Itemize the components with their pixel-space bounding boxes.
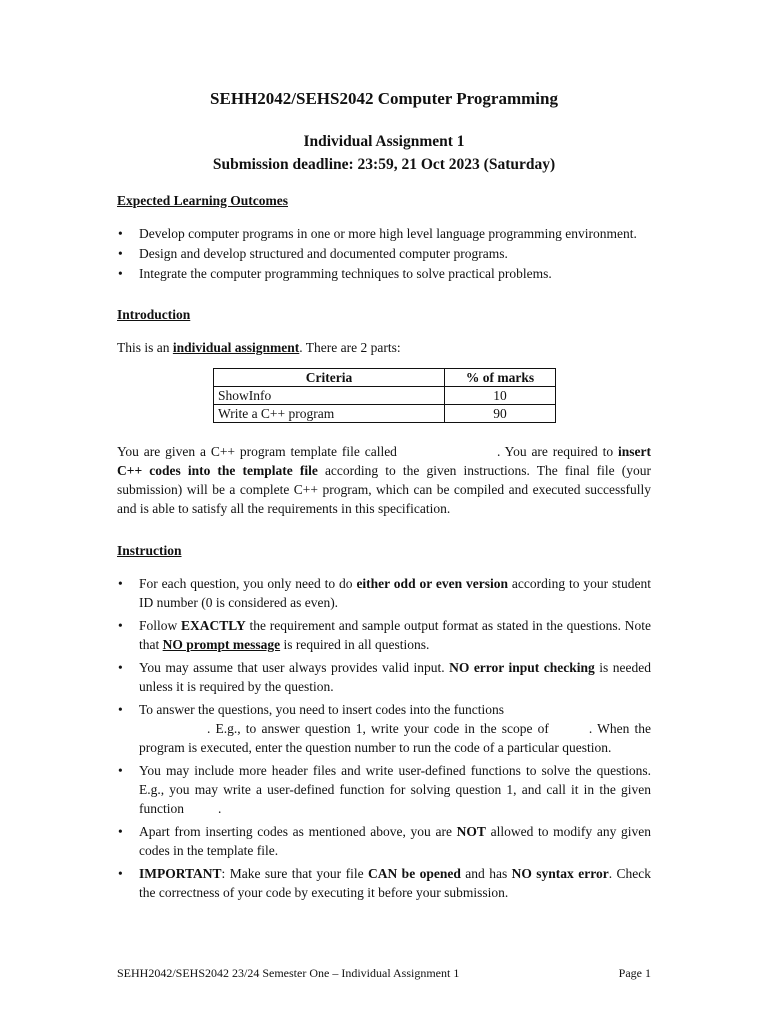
list-item: • Develop computer programs in one or more high level language programming environment. [117, 224, 651, 243]
submission-deadline: Submission deadline: 23:59, 21 Oct 2023 (Saturday) [212, 156, 556, 173]
document-title: SEHH2042/SEHS2042 Computer Programming [210, 89, 558, 108]
list-item: • To answer the questions, you need to insert codes into the functions . E.g., to answer question 1, write your code in the scope of . When the program is executed, enter the question number to run the code of a particular question. [117, 700, 651, 757]
list-item: • Design and develop structured and documented computer programs. [117, 244, 651, 263]
page-number: Page 1 [618, 966, 651, 980]
list-item: • You may assume that user always provides valid input. NO error input checking is needed unless it is required by the question. [117, 658, 651, 696]
introduction-heading: Introduction [117, 307, 191, 322]
table-row [214, 387, 556, 405]
list-item: • Integrate the computer programming techniques to solve practical problems. [117, 264, 651, 283]
column-header-marks: % of marks [445, 369, 556, 387]
outcomes-list [117, 224, 651, 284]
table-cell: 90 [445, 405, 556, 423]
intro-line: This is an individual assignment. There are 2 parts: [117, 340, 401, 355]
table-cell: Write a C++ program [214, 405, 445, 423]
table-row [214, 405, 556, 423]
table-cell: ShowInfo [214, 387, 445, 405]
list-item: • For each question, you only need to do either odd or even version according to your student ID number (0 is considered as even). [117, 574, 651, 612]
intro-paragraph: You are given a C++ program template file called . You are required to insert C++ codes into the template file according to the given instructions. The final file (your submission) will be a complete C++ program, which can be compiled and executed successfully and is able to satisfy all the requirements in this specification. [117, 444, 652, 516]
criteria-table [213, 368, 556, 423]
page-footer [117, 966, 651, 981]
instruction-heading: Instruction [117, 543, 182, 558]
footer-course-label: SEHH2042/SEHS2042 23/24 Semester One – Individual Assignment 1 [117, 966, 460, 980]
list-item: • IMPORTANT: Make sure that your file CAN be opened and has NO syntax error. Check the correctness of your code by executing it before your submission. [117, 864, 651, 902]
list-item: • Follow EXACTLY the requirement and sample output format as stated in the questions. Note that NO prompt message is required in all questions. [117, 616, 651, 654]
list-item: • You may include more header files and write user-defined functions to solve the questions. E.g., you may write a user-defined function for solving question 1, and call it in the given function . [117, 761, 651, 818]
outcomes-heading: Expected Learning Outcomes [117, 193, 288, 208]
instruction-list [117, 574, 651, 906]
table-header-row [214, 369, 556, 387]
list-item: • Apart from inserting codes as mentioned above, you are NOT allowed to modify any given codes in the template file. [117, 822, 651, 860]
column-header-criteria: Criteria [214, 369, 445, 387]
table-cell: 10 [445, 387, 556, 405]
assignment-subtitle: Individual Assignment 1 [303, 133, 465, 150]
